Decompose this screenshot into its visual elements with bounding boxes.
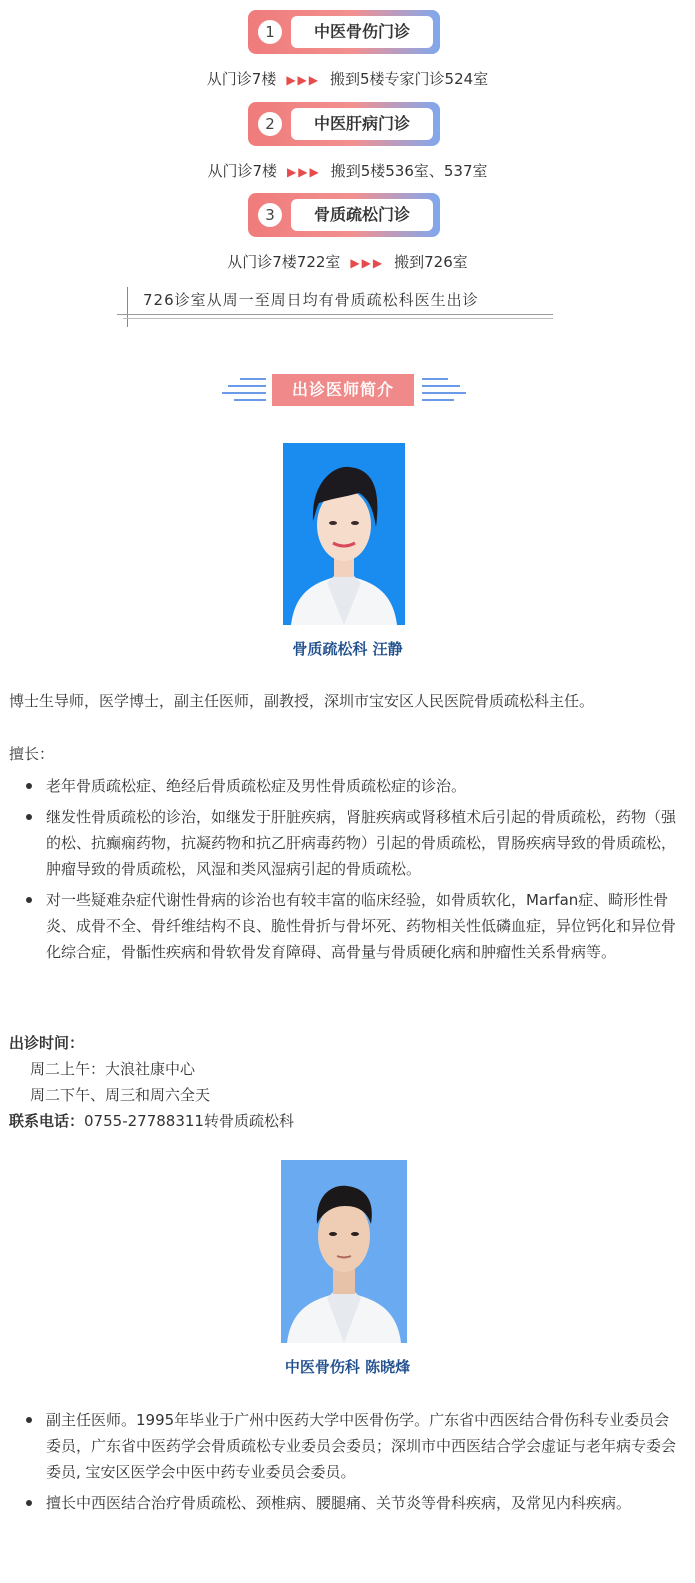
- department-number: 3: [258, 203, 282, 227]
- relocation-from: 从门诊7楼: [207, 162, 278, 180]
- relocation-line-1: [0, 68, 695, 89]
- doctor-photo-chen-xiaofeng: [281, 1160, 407, 1343]
- divider: [123, 318, 553, 319]
- doctor2-info-list: [26, 1407, 680, 1521]
- note-text: 726诊室从周一至周日均有骨质疏松科医生出诊: [143, 291, 479, 309]
- department-badge-1: [248, 10, 440, 54]
- arrow-right-icon: ▶▶▶: [287, 165, 321, 179]
- arrow-right-icon: ▶▶▶: [286, 73, 321, 87]
- specialty-list: [26, 773, 680, 970]
- schedule-item: 周二下午、周三和周六全天: [30, 1086, 211, 1104]
- department-name: 中医骨伤门诊: [291, 16, 433, 48]
- department-badge-3: [248, 193, 440, 237]
- list-item: 擅长中西医结合治疗骨质疏松、颈椎病、腰腿痛、关节炎等骨科疾病，及常见内科疾病。: [26, 1490, 680, 1516]
- arrow-right-icon: ▶▶▶: [350, 256, 385, 270]
- doctor-caption: 中医骨伤科 陈晓烽: [284, 1358, 411, 1376]
- schedule-label: 出诊时间：: [9, 1034, 85, 1052]
- relocation-to: 搬到5楼536室、537室: [330, 162, 488, 180]
- department-number: 2: [258, 112, 282, 136]
- relocation-to: 搬到726室: [394, 253, 468, 271]
- list-item: 副主任医师。1995年毕业于广州中医药大学中医骨伤学。广东省中西医结合骨伤科专业委员会委员，广东省中医药学会骨质疏松专业委员会委员；深圳市中西医结合学会虚证与老年病专委会委员, 宝安区医学会中医中药专业委员会委员。: [26, 1407, 680, 1485]
- doctor-intro: 博士生导师，医学博士，副主任医师，副教授，深圳市宝安区人民医院骨质疏松科主任。: [9, 692, 595, 710]
- doctor-photo-wang-jing: [283, 443, 405, 625]
- department-name: 骨质疏松门诊: [291, 199, 433, 231]
- note-box: [117, 287, 553, 327]
- department-name: 中医肝病门诊: [291, 108, 433, 140]
- divider: [127, 287, 128, 327]
- phone-label: 联系电话：: [9, 1112, 85, 1130]
- doctor-caption: 骨质疏松科 汪静: [292, 640, 403, 658]
- decorative-lines-left: [222, 375, 266, 405]
- relocation-from: 从门诊7楼722室: [227, 253, 341, 271]
- divider: [117, 314, 553, 315]
- phone-number: 0755-27788311转骨质疏松科: [84, 1112, 294, 1130]
- relocation-to: 搬到5楼专家门诊524室: [330, 70, 489, 88]
- relocation-line-2: [0, 160, 695, 181]
- section-title: 出诊医师简介: [272, 374, 414, 406]
- list-item: 继发性骨质疏松的诊治，如继发于肝脏疾病，肾脏疾病或肾移植术后引起的骨质疏松，药物（强的松、抗癫痫药物，抗凝药物和抗乙肝病毒药物）引起的骨质疏松，胃肠疾病导致的骨质疏松，肿瘤导致的骨质疏松，风湿和类风湿病引起的骨质疏松。: [26, 804, 680, 882]
- relocation-from: 从门诊7楼: [206, 70, 277, 88]
- contact-phone: [9, 1110, 294, 1131]
- department-number: 1: [258, 20, 282, 44]
- decorative-lines-right: [422, 375, 466, 405]
- department-badge-2: [248, 102, 440, 146]
- list-item: 对一些疑难杂症代谢性骨病的诊治也有较丰富的临床经验，如骨质软化，Marfan症、畸形性骨炎、成骨不全、骨纤维结构不良、脆性骨折与骨坏死、药物相关性低磷血症，异位钙化和异位骨化综合症，骨骺性疾病和骨软骨发育障碍、高骨量与骨质硬化病和肿瘤性关系骨病等。: [26, 887, 680, 965]
- relocation-line-3: [0, 251, 695, 272]
- list-item: 老年骨质疏松症、绝经后骨质疏松症及男性骨质疏松症的诊治。: [26, 773, 680, 799]
- specialty-label: 擅长：: [9, 745, 55, 763]
- schedule-item: 周二上午：大浪社康中心: [30, 1060, 196, 1078]
